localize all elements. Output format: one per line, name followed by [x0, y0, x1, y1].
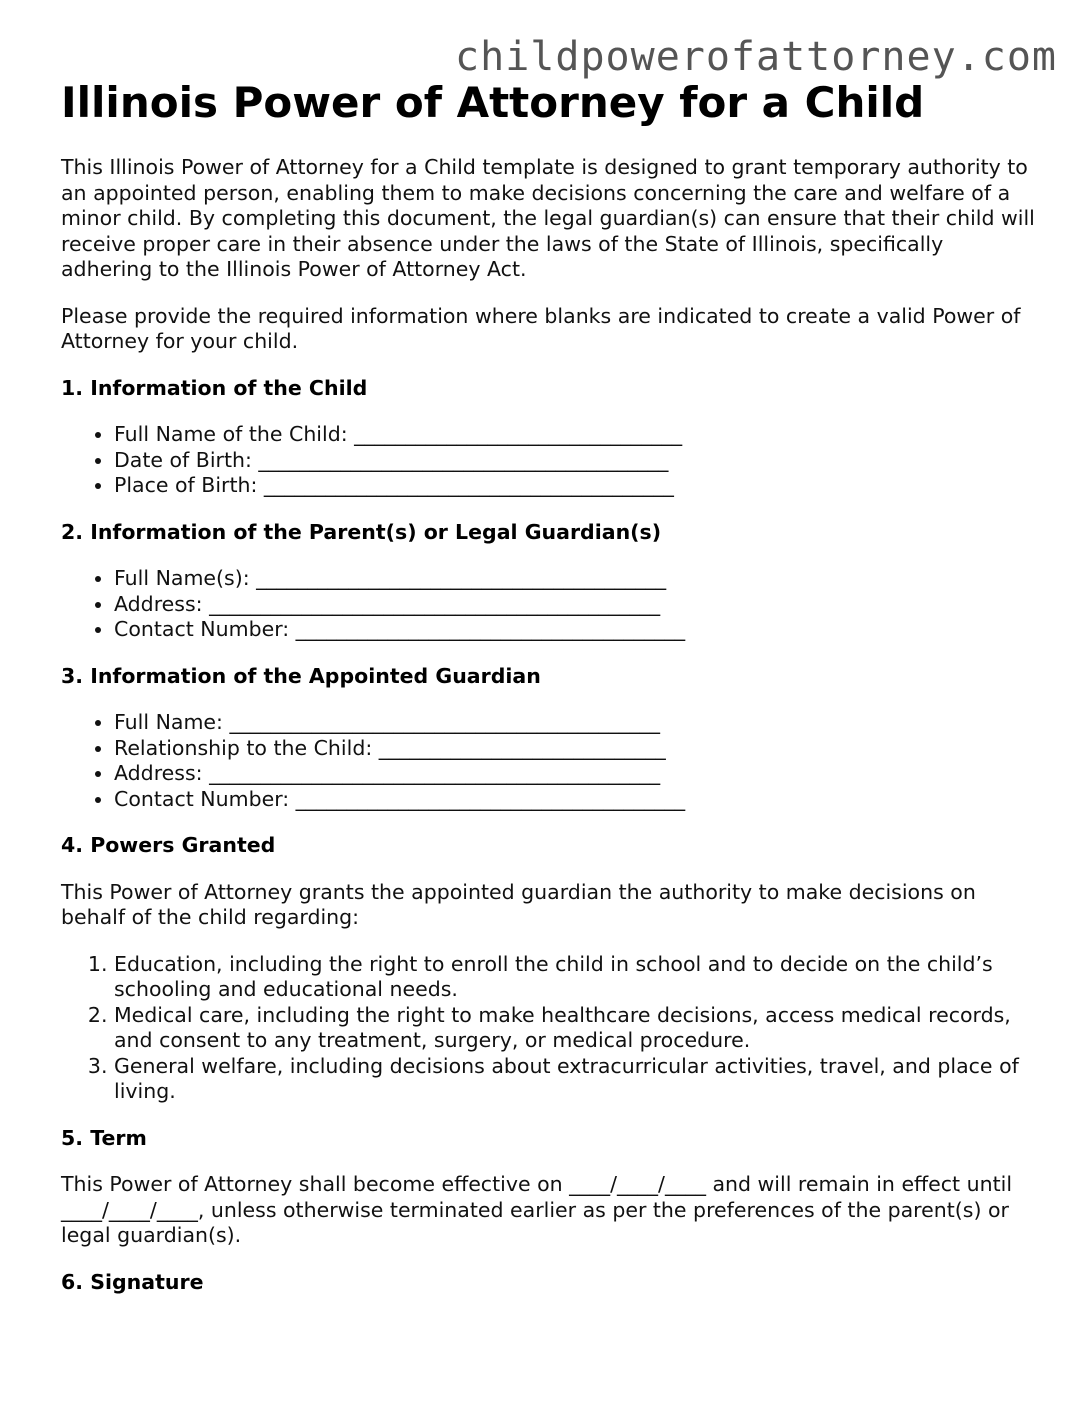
power-medical-item: 2. Medical care, including the right to make healthcare decisions, access medical records, and consent to any treatment, surgery, or medical procedure. — [114, 1003, 1041, 1054]
parents-info-list — [61, 566, 1041, 643]
term-paragraph: This Power of Attorney shall become effective on ____/____/____ and will remain in effect until ____/____/____, unless otherwise terminated earlier as per the preferences of the parent(s) or legal guardian(s). — [61, 1172, 1013, 1247]
section-heading-guardian: 3. Information of the Appointed Guardian — [61, 663, 541, 688]
intro-paragraph: This Illinois Power of Attorney for a Child template is designed to grant temporary authority to an appointed person, enabling them to make decisions concerning the care and welfare of a minor child. By completing this document, the legal guardian(s) can ensure that their child will receive proper care in their absence under the laws of the State of Illinois, specifically adhering to the Illinois Power of Attorney Act. — [61, 155, 1035, 281]
section-heading-term: 5. Term — [61, 1125, 147, 1150]
document-body — [61, 78, 1041, 1316]
section-heading-child: 1. Information of the Child — [61, 375, 368, 400]
powers-list — [61, 952, 1041, 1105]
section-heading-signature: 6. Signature — [61, 1269, 204, 1294]
document-title: Illinois Power of Attorney for a Child — [61, 78, 925, 127]
child-full-name-field: • Full Name of the Child: ________________________________ — [114, 422, 1041, 448]
section-heading-parents: 2. Information of the Parent(s) or Legal Guardian(s) — [61, 519, 662, 544]
guardian-full-name-field: • Full Name: __________________________________________ — [114, 710, 1041, 736]
child-info-list — [61, 422, 1041, 499]
child-place-of-birth-field: • Place of Birth: ________________________________________ — [114, 473, 1041, 499]
powers-paragraph: This Power of Attorney grants the appointed guardian the authority to make decisions on behalf of the child regarding: — [61, 879, 976, 929]
parent-address-field: • Address: ____________________________________________ — [114, 592, 1041, 618]
power-education-item: 1. Education, including the right to enroll the child in school and to decide on the child’s schooling and educational needs. — [114, 952, 1041, 1003]
guardian-relationship-field: • Relationship to the Child: ____________________________ — [114, 736, 1041, 762]
parent-contact-number-field: • Contact Number: ______________________________________ — [114, 617, 1041, 643]
guardian-contact-number-field: • Contact Number: ______________________________________ — [114, 787, 1041, 813]
instructions-paragraph: Please provide the required information where blanks are indicated to create a valid Power of Attorney for your child. — [61, 303, 1021, 353]
guardian-address-field: • Address: ____________________________________________ — [114, 761, 1041, 787]
guardian-info-list — [61, 710, 1041, 812]
child-date-of-birth-field: • Date of Birth: ________________________________________ — [114, 448, 1041, 474]
parent-full-names-field: • Full Name(s): ________________________________________ — [114, 566, 1041, 592]
watermark: childpowerofattorney.com — [455, 34, 1057, 80]
section-heading-powers: 4. Powers Granted — [61, 833, 276, 857]
power-welfare-item: 3. General welfare, including decisions about extracurricular activities, travel, and place of living. — [114, 1054, 1041, 1105]
